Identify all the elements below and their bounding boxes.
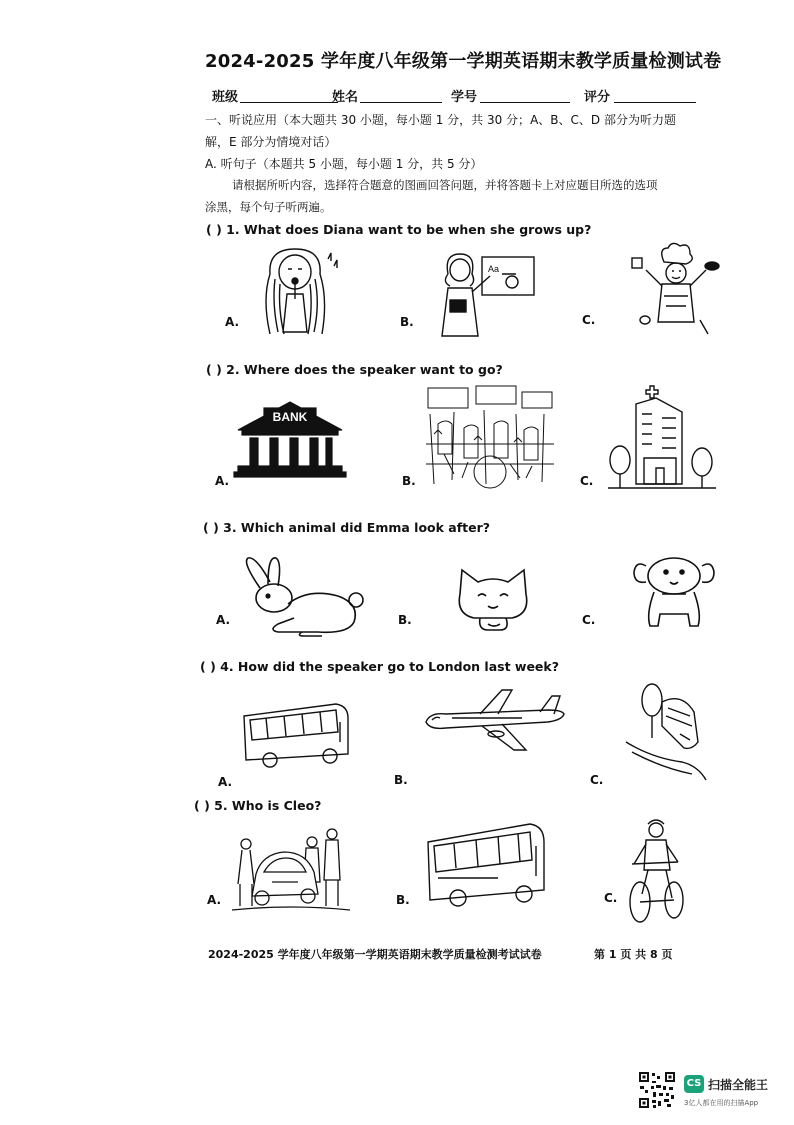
bus-image-2 bbox=[424, 816, 548, 912]
class-blank[interactable] bbox=[240, 102, 338, 103]
bank-building-image bbox=[234, 400, 346, 478]
train-image bbox=[622, 682, 708, 782]
q1-option-a-label[interactable]: A. bbox=[225, 315, 240, 329]
q2-option-c-label[interactable]: C. bbox=[580, 474, 594, 488]
score-blank[interactable] bbox=[614, 102, 696, 103]
cyclist-image bbox=[622, 814, 692, 924]
scanner-logo-icon: CS bbox=[684, 1075, 704, 1093]
chef-image bbox=[628, 240, 723, 340]
id-label: 学号 bbox=[451, 90, 478, 105]
q3-option-b-label[interactable]: B. bbox=[398, 613, 412, 627]
street-scene-image bbox=[424, 384, 558, 496]
id-blank[interactable] bbox=[480, 102, 570, 103]
rabbit-image bbox=[238, 552, 368, 638]
question-1: ( ) 1. What does Diana want to be when she grows up? bbox=[206, 222, 592, 237]
part-one-heading: 一、听说应用（本大题共 30 小题，每小题 1 分，共 30 分；A、B、C、D 部分为听力题 bbox=[205, 113, 676, 127]
part-a-title: A. 听句子（本题共 5 小题，每小题 1 分，共 5 分） bbox=[205, 157, 483, 171]
board-text: Aa bbox=[488, 264, 500, 274]
singer-girl-image bbox=[250, 244, 350, 339]
bank-sign-text: BANK bbox=[272, 410, 308, 424]
exam-title: 2024-2025 学年度八年级第一学期英语期末教学质量检测试卷 bbox=[205, 51, 722, 72]
cat-image bbox=[450, 564, 536, 636]
hospital-building-image bbox=[606, 384, 718, 492]
footer-exam-title: 2024-2025 学年度八年级第一学期英语期末教学质量检测考试试卷 bbox=[208, 948, 542, 961]
question-4: ( ) 4. How did the speaker go to London last week? bbox=[200, 659, 559, 674]
q4-option-a-label[interactable]: A. bbox=[218, 775, 233, 789]
people-with-car-image bbox=[232, 824, 350, 916]
part-one-heading-cont: 解，E 部分为情境对话） bbox=[205, 135, 337, 149]
q2-option-b-label[interactable]: B. bbox=[402, 474, 416, 488]
q5-option-a-label[interactable]: A. bbox=[207, 893, 222, 907]
name-blank[interactable] bbox=[360, 102, 442, 103]
class-label: 班级 bbox=[212, 90, 239, 105]
q5-option-b-label[interactable]: B. bbox=[396, 893, 410, 907]
dog-image bbox=[632, 554, 716, 632]
q5-option-c-label[interactable]: C. bbox=[604, 891, 618, 905]
qr-code-icon bbox=[638, 1071, 676, 1109]
student-info-row bbox=[212, 86, 712, 108]
question-2: ( ) 2. Where does the speaker want to go? bbox=[206, 362, 503, 377]
footer-page-number: 第 1 页 共 8 页 bbox=[594, 948, 673, 961]
instruction-text-cont: 涂黑，每个句子听两遍。 bbox=[205, 200, 332, 214]
teacher-image bbox=[430, 252, 540, 340]
q1-option-b-label[interactable]: B. bbox=[400, 315, 414, 329]
q4-option-b-label[interactable]: B. bbox=[394, 773, 408, 787]
score-label: 评分 bbox=[584, 90, 611, 105]
scanner-app-name: 扫描全能王 bbox=[708, 1078, 769, 1092]
q3-option-c-label[interactable]: C. bbox=[582, 613, 596, 627]
bus-image bbox=[240, 698, 352, 770]
name-label: 姓名 bbox=[332, 90, 359, 105]
q3-option-a-label[interactable]: A. bbox=[216, 613, 231, 627]
airplane-image bbox=[422, 686, 568, 756]
q2-option-a-label[interactable]: A. bbox=[215, 474, 230, 488]
scanner-tagline: 3亿人都在用的扫描App bbox=[684, 1099, 759, 1107]
q4-option-c-label[interactable]: C. bbox=[590, 773, 604, 787]
q1-option-c-label[interactable]: C. bbox=[582, 313, 596, 327]
question-5: ( ) 5. Who is Cleo? bbox=[194, 798, 322, 813]
instruction-text: 请根据所听内容，选择符合题意的图画回答问题，并将答题卡上对应题目所选的选项 bbox=[232, 178, 658, 192]
question-3: ( ) 3. Which animal did Emma look after? bbox=[203, 520, 491, 535]
